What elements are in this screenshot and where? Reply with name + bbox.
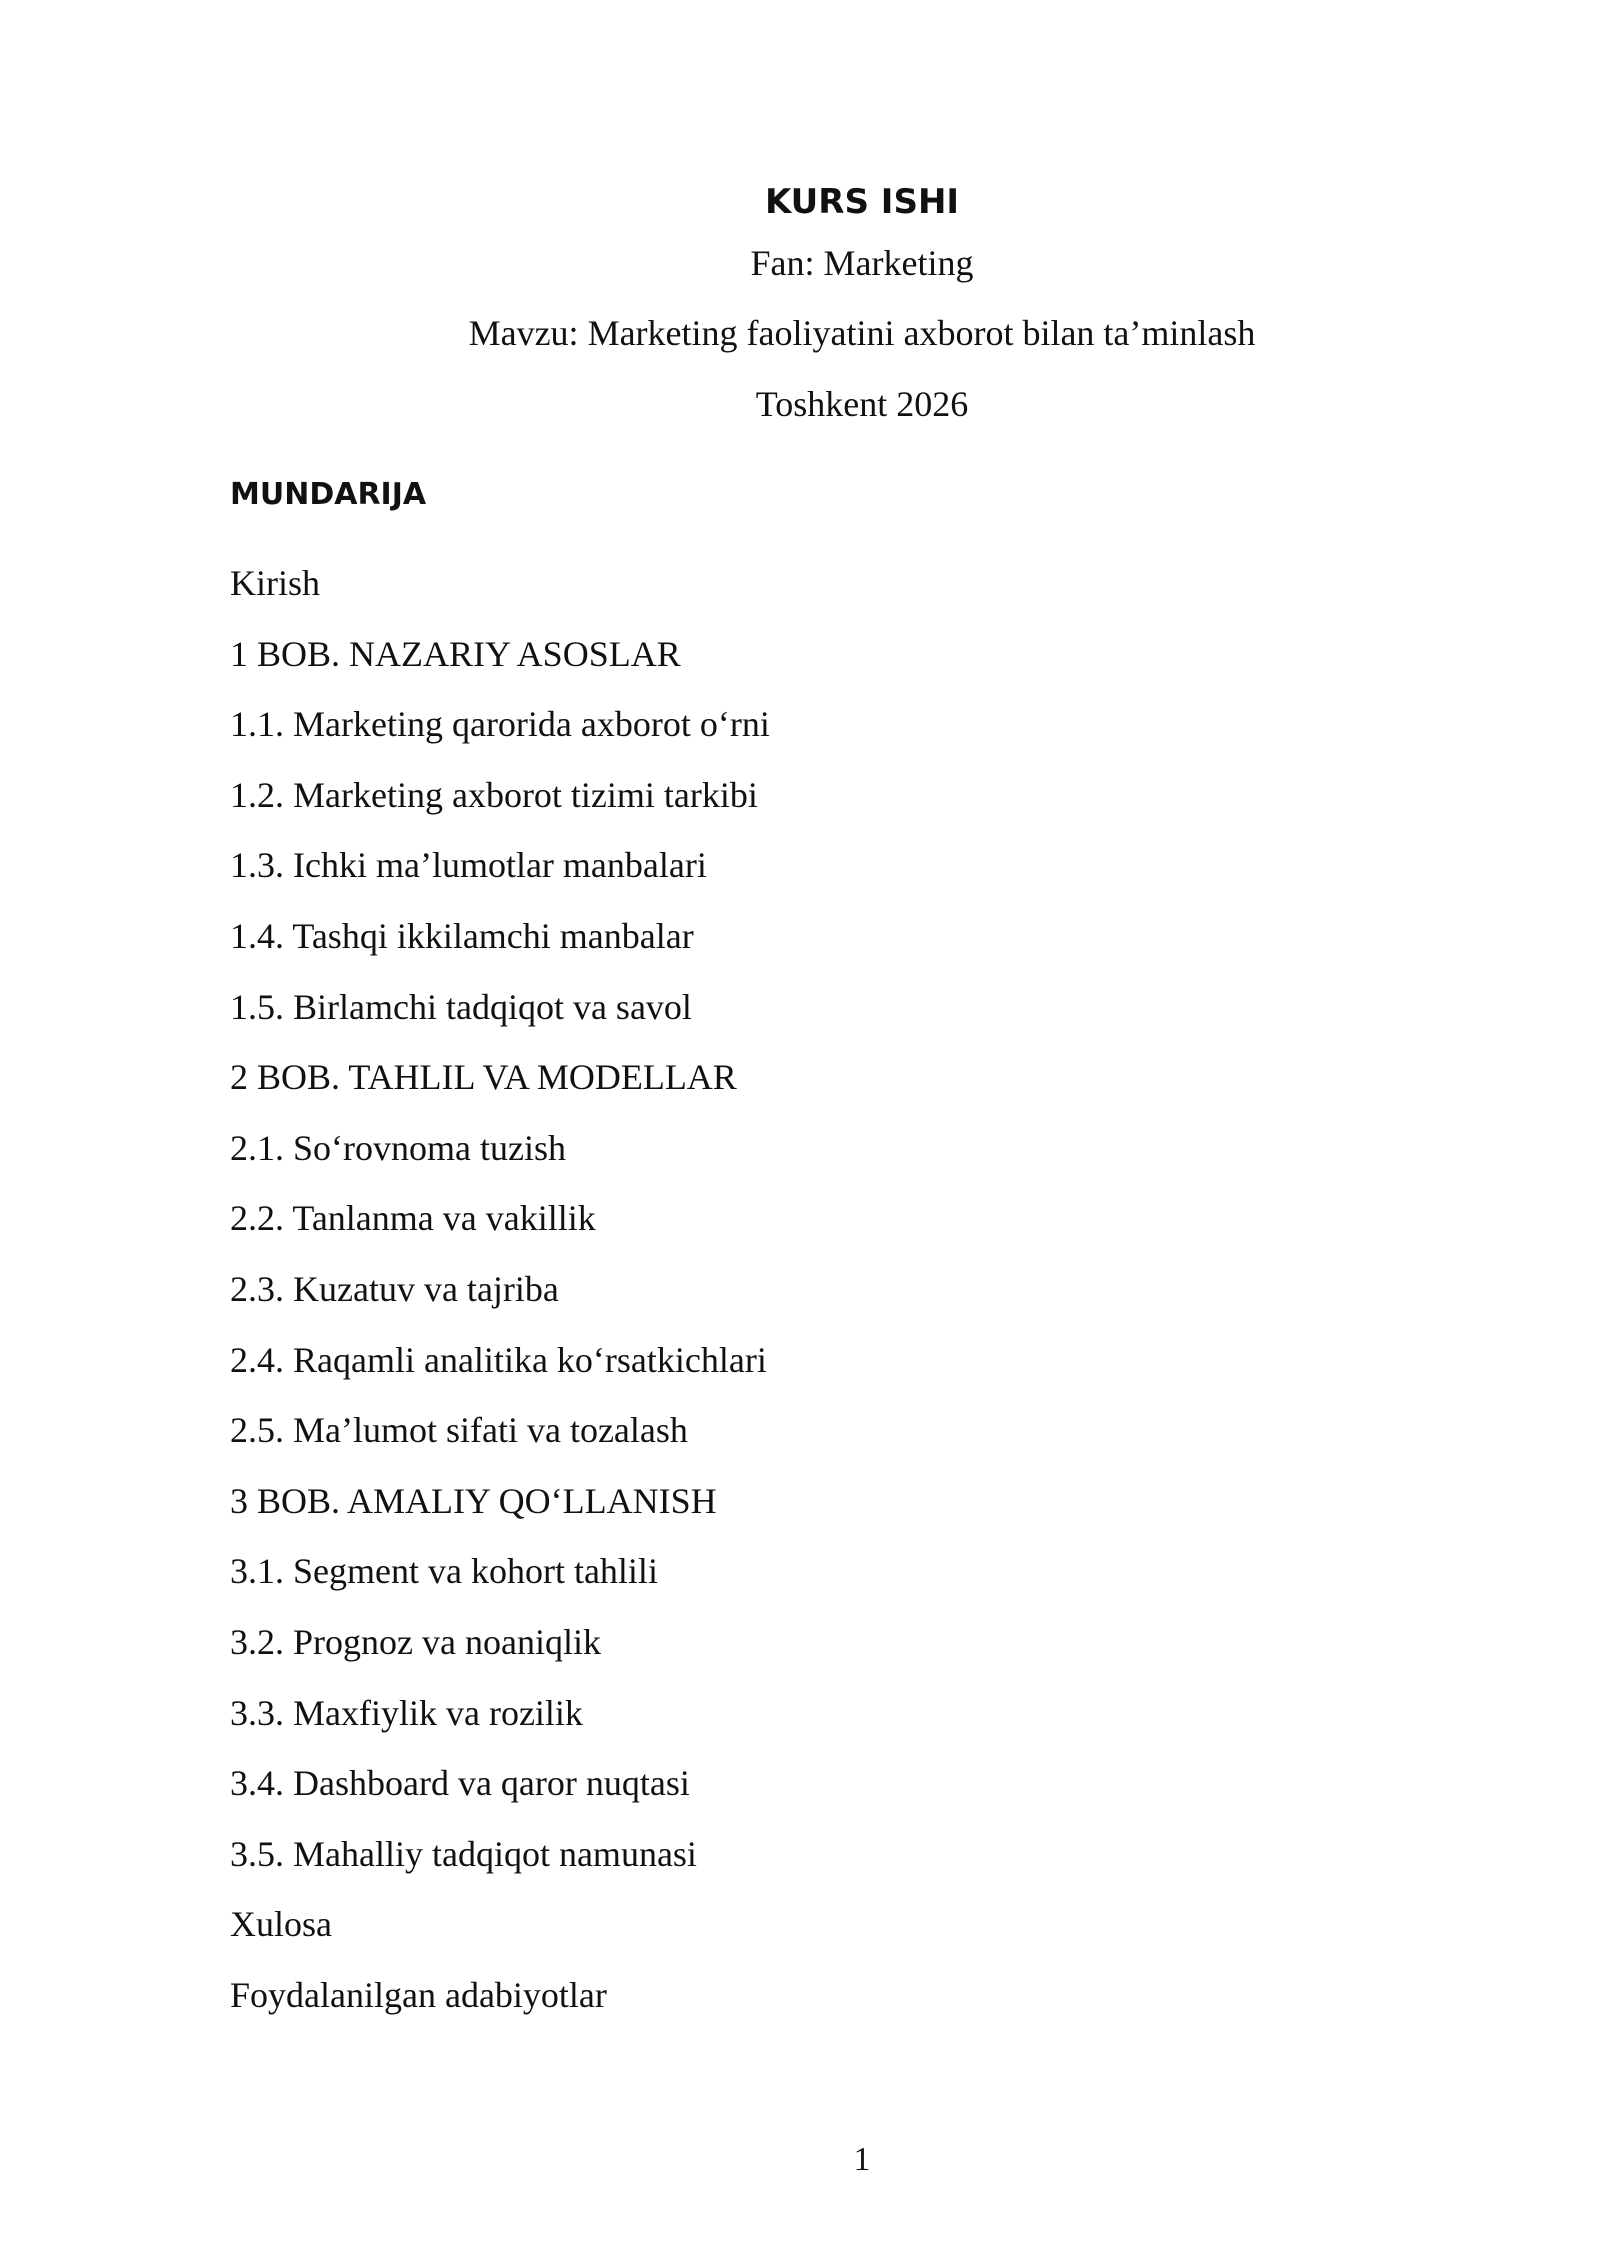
city-year-line: Toshkent 2026 xyxy=(755,384,969,424)
toc-item-conclusion: Xulosa xyxy=(230,1904,332,1945)
toc-item-2-4: 2.4. Raqamli analitika ko‘rsatkichlari xyxy=(230,1339,767,1380)
toc-item-3-1: 3.1. Segment va kohort tahlili xyxy=(230,1551,658,1592)
subject-line: Fan: Marketing xyxy=(750,243,974,283)
toc-item-1-2: 1.2. Marketing axborot tizimi tarkibi xyxy=(230,774,758,815)
topic-line: Mavzu: Marketing faoliyatini axborot bilan ta’minlash xyxy=(468,313,1256,353)
toc-item-chapter-1: 1 BOB. NAZARIY ASOSLAR xyxy=(230,633,681,674)
page-number: 1 xyxy=(853,2141,871,2178)
toc-item-1-5: 1.5. Birlamchi tadqiqot va savol xyxy=(230,986,692,1027)
toc-item-1-1: 1.1. Marketing qarorida axborot o‘rni xyxy=(230,704,770,745)
toc-item-2-2: 2.2. Tanlanma va vakillik xyxy=(230,1198,596,1239)
toc-item-introduction: Kirish xyxy=(230,563,320,603)
toc-item-2-5: 2.5. Ma’lumot sifati va tozalash xyxy=(230,1410,688,1451)
toc-item-3-3: 3.3. Maxfiylik va rozilik xyxy=(230,1692,583,1733)
toc-item-3-2: 3.2. Prognoz va noaniqlik xyxy=(230,1621,601,1662)
table-of-contents xyxy=(230,548,770,2030)
toc-item-2-3: 2.3. Kuzatuv va tajriba xyxy=(230,1268,559,1309)
toc-item-2-1: 2.1. So‘rovnoma tuzish xyxy=(230,1127,566,1168)
toc-item-3-4: 3.4. Dashboard va qaror nuqtasi xyxy=(230,1763,690,1804)
toc-item-1-4: 1.4. Tashqi ikkilamchi manbalar xyxy=(230,915,694,956)
toc-item-3-5: 3.5. Mahalliy tadqiqot namunasi xyxy=(230,1833,697,1874)
toc-item-chapter-3: 3 BOB. AMALIY QO‘LLANISH xyxy=(230,1480,717,1521)
toc-item-chapter-2: 2 BOB. TAHLIL VA MODELLAR xyxy=(230,1057,737,1098)
toc-item-1-3: 1.3. Ichki ma’lumotlar manbalari xyxy=(230,845,707,886)
toc-heading: MUNDARIJA xyxy=(230,477,427,512)
toc-item-references: Foydalanilgan adabiyotlar xyxy=(230,1974,607,2015)
document-title: KURS ISHI xyxy=(764,182,960,222)
